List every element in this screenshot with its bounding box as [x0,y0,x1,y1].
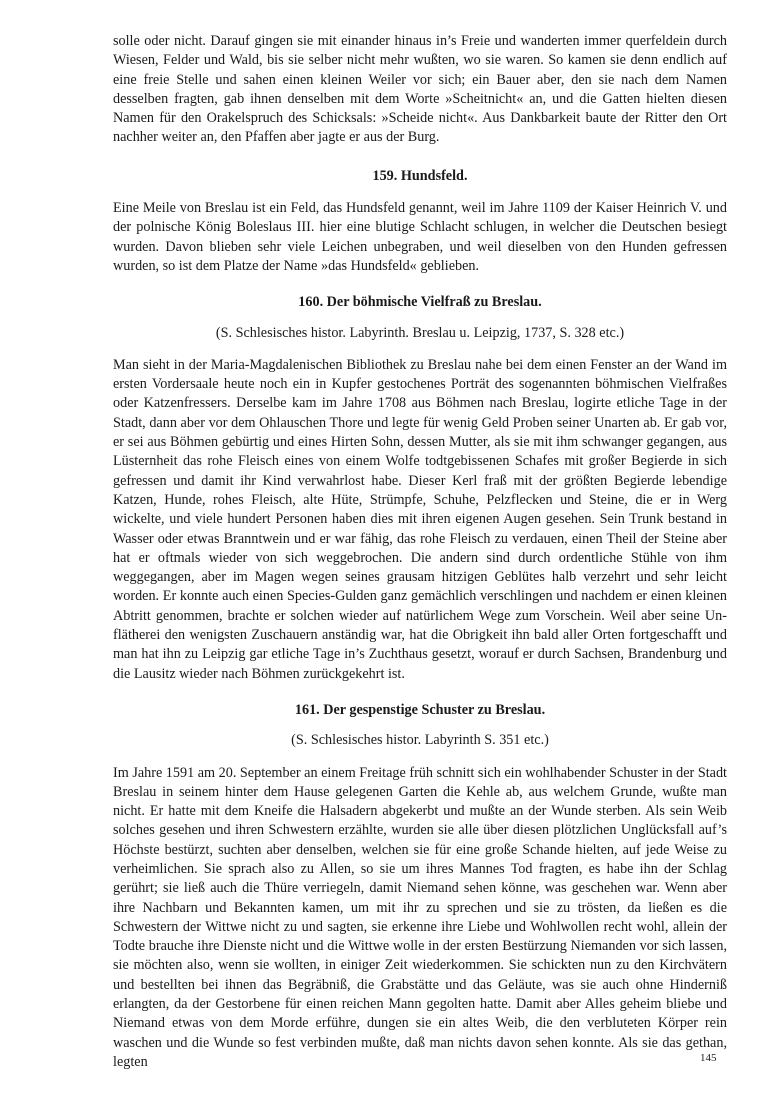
page-number: 145 [700,1052,717,1064]
section-title-159: 159. Hundsfeld. [372,167,468,184]
section-source-161: (S. Schlesisches histor. Labyrinth S. 351 etc.) [291,732,549,749]
section-source-160: (S. Schlesisches histor. Labyrinth. Breslau u. Leipzig, 1737, S. 328 etc.) [215,324,625,341]
section-title-160: 160. Der böhmische Vielfraß zu Breslau. [298,294,542,311]
section-title-161: 161. Der gespenstige Schuster zu Breslau. [294,701,546,718]
section-text-161: Im Jahre 1591 am 20. September an einem Freitage früh schnitt sich ein wohlhabender Schuster in der Stadt Breslau in seinem hinter dem Hause gelegenen Garten die Kehle ab, aus welchem Grunde, wußte man nicht. Er hatte mit dem Kneife die Halsadern abgekerbt und mußte an der Wunde sterben. Als sein Weib solches gesehen und ihren Schwestern erzählte, wurden sie alle über diesen plötzlichen Unglücksfall auf’s Höchste bestürzt, suchten aber denselben, welchen sie für eine große Schande hielten, auf jede Weise zu verheimlichen. Sie sprach also zu Allen, so sie um ihres Mannes Tod fragten, es habe ihn der Schlag gerührt; sie ließ auch die Thüre verriegeln, damit Niemand sehen könne, was geschehen war. Wenn aber ihre Nachbarn und Bekannten kamen, um mit ihr zu sprechen und sie zu trösten, da ließen es die Schwestern der Wittwe nicht zu und sagten, sie erkenne ihre Liebe und Wohlwollen recht wohl, allein der Todte brauche ihre Dienste nicht und die Wittwe wolle in der ersten Bestürzung Niemanden vor sich lassen, sie möchten also, wenn sie wollten, in einiger Zeit wiederkommen. Sie schickten nun zu den Kirchvätern und bestellten bei ihnen das Begräbniß, die Grabstätte und das Geläute, was sie auch ohne Hinderniß erlangten, da der Gestorbene für einen reichen Mann gegolten hatte. Damit aber Alles geheim bliebe und Niemand etwas von dem Morde erführe, dungen sie ein altes Weib, die den verbluteten Körper rein waschen und die Wunde so fest verbinden mußte, daß man nichts davon sehen konnte. Als sie das gethan, legten [113,764,727,1070]
page-content [113,32,727,1072]
section-text-159: Eine Meile von Breslau ist ein Feld, das Hundsfeld genannt, weil im Jahre 1109 der Kaiser Heinrich V. und der polnische König Boleslaus III. hier eine blutige Schlacht schlugen, in welcher die Deutschen besiegt wurden. Davon blieben sehr viele Leichen unbegraben, und weil dieselben von den Hunden gefressen wurden, so ist dem Platze der Name »das Hundsfeld« geblieben. [113,200,727,274]
section-text-160: Man sieht in der Maria-Magdalenischen Bibliothek zu Breslau nahe bei dem einen Fenster an der Wand im ersten Vordersaale heute noch ein in Kupfer gestochenes Porträt des sogenannten böhmischen Vielfraßes oder Katzenfressers. Derselbe kam im Jahre 1708 aus Böhmen nach Breslau, logirte etliche Tage in der Stadt, dann aber vor dem Ohlauschen Thore und legte für wenig Geld Proben seiner Unarten ab. Er gab vor, er sei aus Böhmen gebürtig und eines Hirten Sohn, dessen Mutter, als sie mit ihm schwanger gegangen, aus Lüsternheit das rohe Fleisch eines von einem Wolfe todtgebissenen Schafes mit großer Begierde in sich gefressen und damit ihr Kind verwahrlost habe. Dieser Kerl fraß mit der größten Begierde lebendige Katzen, Hunde, rohes Fleisch, alte Hüte, Strümpfe, Schuhe, Pelzflecken und Steine, die er in Werg wickelte, und viele hundert Personen haben dies mit ihren eigenen Augen gesehen. Sein Trunk bestand in Wasser oder etwas Branntwein und er war fähig, das rohe Fleisch zu verdauen, einen Theil der Steine aber hat er oftmals wieder von sich weggebrochen. Die andern sind durch ordentliche Stühle von ihm weggegangen, aber im Magen wegen seines grausam hitzigen Geblütes halb verzehrt und sehr leicht worden. Er konnte auch einen Species-Gulden ganz gemächlich verschlingen und nachdem er einen kleinen Abtritt genommen, brachte er solchen wieder auf natürlichem Wege zum Vorschein. Weil aber seine Unflätherei den wenigsten Zuschauern anständig war, hat die Obrigkeit ihn bald aller Orten fortgeschafft und man hat ihn zu Leipzig gar etliche Tage in’s Zuchthaus gesetzt, worauf er durch Sachsen, Brandenburg und die Lausitz wieder nach Böhmen zurückgekehrt ist. [113,356,727,682]
intro-paragraph: solle oder nicht. Darauf gingen sie mit einander hinaus in’s Freie und wanderten immer querfeldein durch Wiesen, Felder und Wald, bis sie selber nicht mehr wußten, wo sie waren. So kamen sie denn endlich auf eine freie Stelle und sahen einen kleinen Weiler vor sich; ein Bauer aber, den sie nach dem Namen desselben fragten, gab ihnen denselben mit dem Worte »Scheitnicht« an, und die Gatten hielten diesen Namen für den Orakelspruch des Schicksals: »Scheide nicht«. Aus Dankbarkeit baute der Ritter den Ort nachher weiter an, den Pfaffen aber jagte er aus der Burg. [113,33,727,146]
